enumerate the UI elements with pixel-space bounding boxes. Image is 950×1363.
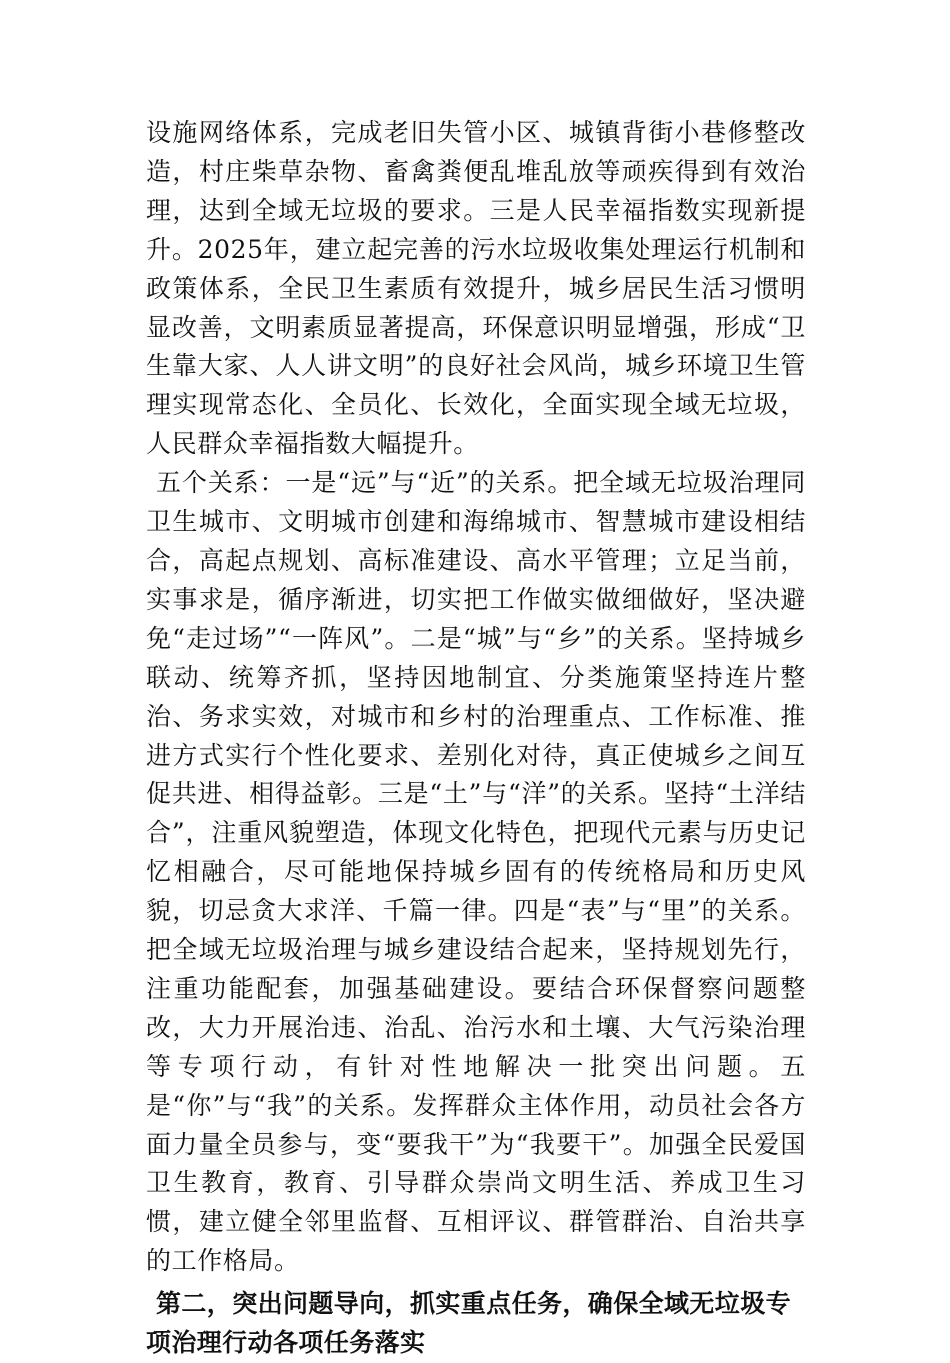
document-page [146, 114, 806, 1363]
section-heading: 第二，突出问题导向，抓实重点任务，确保全域无垃圾专项治理行动各项任务落实 [146, 1289, 792, 1358]
body-paragraph-five-relations: 五个关系：一是“远”与“近”的关系。把全域无垃圾治理同卫生城市、文明城市创建和海绵城市、智慧城市建设相结合，高起点规划、高标准建设、高水平管理；立足当前，实事求是，循序渐进，切实把工作做实做细做好，坚决避免“走过场”“一阵风”。二是“城”与“乡”的关系。坚持城乡联动、统筹齐抓，坚持因地制宜、分类施策坚持连片整治、务求实效，对城市和乡村的治理重点、工作标准、推进方式实行个性化要求、差别化对待，真正使城乡之间互促共进、相得益彰。三是“土”与“洋”的关系。坚持“土洋结合”，注重风貌塑造，体现文化特色，把现代元素与历史记忆相融合，尽可能地保持城乡固有的传统格局和历史风貌，切忌贪大求洋、千篇一律。四是“表”与“里”的关系。把全域无垃圾治理与城乡建设结合起来，坚持规划先行，注重功能配套，加强基础建设。要结合环保督察问题整改，大力开展治违、治乱、治污水和土壤、大气污染治理等专项行动，有针对性地解决一批突出问题。五是“你”与“我”的关系。发挥群众主体作用，动员社会各方面力量全员参与，变“要我干”为“我要干”。加强全民爱国卫生教育，教育、引导群众崇尚文明生活、养成卫生习惯，建立健全邻里监督、互相评议、群管群治、自治共享的工作格局。 [146, 468, 806, 1276]
body-paragraph-goals: 设施网络体系，完成老旧失管小区、城镇背街小巷修整改造，村庄柴草杂物、畜禽粪便乱堆乱放等顽疾得到有效治理，达到全域无垃圾的要求。三是人民幸福指数实现新提升。2025年，建立起完善的污水垃圾收集处理运行机制和政策体系，全民卫生素质有效提升，城乡居民生活习惯明显改善，文明素质显著提高，环保意识明显增强，形成“卫生靠大家、人人讲文明”的良好社会风尚，城乡环境卫生管理实现常态化、全员化、长效化，全面实现全域无垃圾，人民群众幸福指数大幅提升。 [146, 118, 806, 459]
